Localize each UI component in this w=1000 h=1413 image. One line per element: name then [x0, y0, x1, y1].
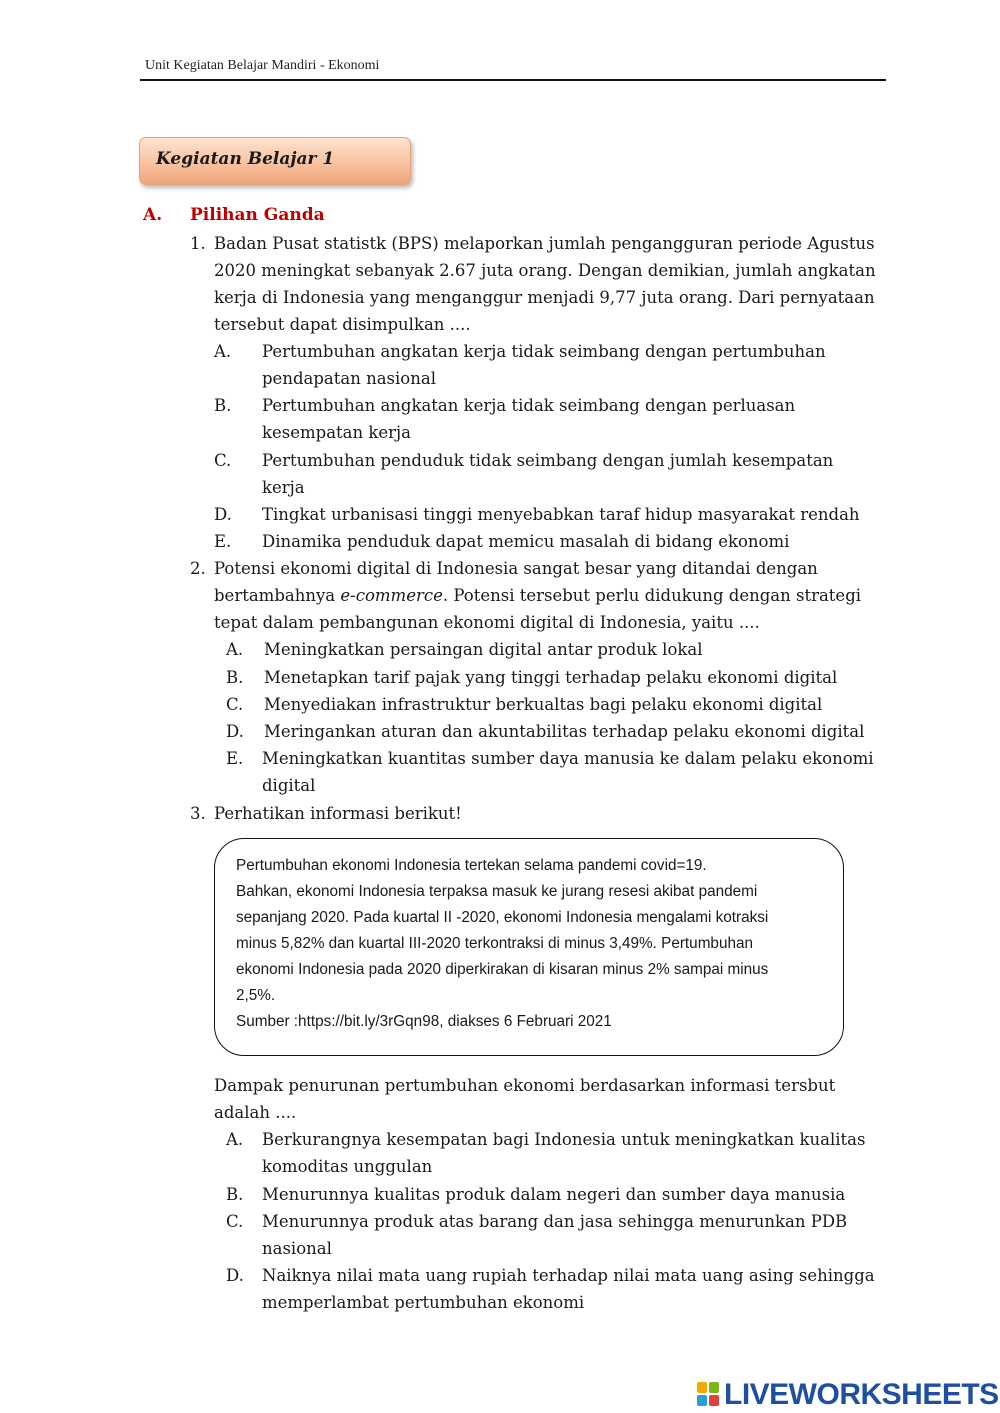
option-letter: A.: [226, 640, 244, 659]
option-letter: C.: [226, 695, 244, 714]
info-text-line: ekonomi Indonesia pada 2020 diperkirakan di kisaran minus 2% sampai minus: [236, 961, 769, 978]
info-text-line: Pertumbuhan ekonomi Indonesia tertekan selama pandemi covid=19.: [236, 857, 707, 874]
option-text: nasional: [262, 1239, 332, 1258]
option-text: Meningkatkan kuantitas sumber daya manusia ke dalam pelaku ekonomi: [262, 749, 874, 768]
option-text: Menetapkan tarif pajak yang tinggi terhadap pelaku ekonomi digital: [264, 668, 838, 687]
question-text-line: Badan Pusat statistk (BPS) melaporkan jumlah pengangguran periode Agustus: [214, 234, 875, 253]
question-text-emphasis: e-commerce: [340, 586, 443, 605]
option-letter: A.: [214, 342, 232, 361]
question-text-line: Dampak penurunan pertumbuhan ekonomi berdasarkan informasi tersbut: [214, 1076, 836, 1095]
option-letter: B.: [226, 668, 244, 687]
option-text: Naiknya nilai mata uang rupiah terhadap nilai mata uang asing sehingga: [262, 1266, 875, 1285]
question-number: 1.: [190, 234, 206, 253]
option-text: kerja: [262, 478, 305, 497]
option-letter: B.: [214, 396, 232, 415]
option-letter: D.: [226, 1266, 244, 1285]
option-letter: A.: [226, 1130, 244, 1149]
option-letter: D.: [226, 722, 244, 741]
option-text: pendapatan nasional: [262, 369, 436, 388]
option-text: Pertumbuhan penduduk tidak seimbang dengan jumlah kesempatan: [262, 451, 834, 470]
liveworksheets-logo-icon: [697, 1382, 721, 1408]
section-title-box: [139, 137, 411, 185]
part-title: Pilihan Ganda: [190, 205, 325, 225]
info-text-line: sepanjang 2020. Pada kuartal II -2020, ekonomi Indonesia mengalami kotraksi: [236, 909, 769, 926]
option-letter: D.: [214, 505, 232, 524]
liveworksheets-logo[interactable]: [697, 1378, 997, 1412]
part-letter: A.: [143, 205, 163, 225]
info-source: Sumber :https://bit.ly/3rGqn98, diakses 6 Februari 2021: [236, 1013, 612, 1030]
question-text-line: 2020 meningkat sebanyak 2.67 juta orang. Dengan demikian, jumlah angkatan: [214, 261, 876, 280]
option-text: Menurunnya kualitas produk dalam negeri dan sumber daya manusia: [262, 1185, 846, 1204]
option-text: Meringankan aturan dan akuntabilitas terhadap pelaku ekonomi digital: [264, 722, 865, 741]
question-text-part: bertambahnya: [214, 586, 341, 605]
logo-text: LIVEWORKSHEETS: [724, 1378, 999, 1411]
question-text-part: . Potensi tersebut perlu didukung dengan strategi: [442, 586, 862, 605]
info-text-line: minus 5,82% dan kuartal III-2020 terkontraksi di minus 3,49%. Pertumbuhan: [236, 935, 753, 952]
option-text: Pertumbuhan angkatan kerja tidak seimbang dengan pertumbuhan: [262, 342, 826, 361]
option-text: memperlambat pertumbuhan ekonomi: [262, 1293, 585, 1312]
question-text-line: Perhatikan informasi berikut!: [214, 804, 462, 823]
option-text: digital: [262, 776, 316, 795]
section-title: Kegiatan Belajar 1: [156, 149, 335, 169]
info-text-line: 2,5%.: [236, 987, 276, 1004]
option-text: Meningkatkan persaingan digital antar produk lokal: [264, 640, 703, 659]
option-text: Tingkat urbanisasi tinggi menyebabkan taraf hidup masyarakat rendah: [262, 505, 860, 524]
option-letter: C.: [226, 1212, 244, 1231]
question-text-line: kerja di Indonesia yang menganggur menjadi 9,77 juta orang. Dari pernyataan: [214, 288, 875, 307]
question-text-line: Potensi ekonomi digital di Indonesia sangat besar yang ditandai dengan: [214, 559, 818, 578]
option-letter: C.: [214, 451, 232, 470]
header-divider: [140, 79, 886, 81]
option-letter: B.: [226, 1185, 244, 1204]
option-text: kesempatan kerja: [262, 423, 411, 442]
question-text-line: [214, 582, 861, 609]
option-text: Dinamika penduduk dapat memicu masalah di bidang ekonomi: [262, 532, 790, 551]
option-text: Menyediakan infrastruktur berkualtas bagi pelaku ekonomi digital: [264, 695, 823, 714]
option-text: Menurunnya produk atas barang dan jasa sehingga menurunkan PDB: [262, 1212, 848, 1231]
question-text-line: tersebut dapat disimpulkan ....: [214, 315, 471, 334]
option-letter: E.: [214, 532, 232, 551]
question-number: 2.: [190, 559, 206, 578]
option-text: Pertumbuhan angkatan kerja tidak seimbang dengan perluasan: [262, 396, 796, 415]
option-text: komoditas unggulan: [262, 1157, 433, 1176]
option-text: Berkurangnya kesempatan bagi Indonesia untuk meningkatkan kualitas: [262, 1130, 866, 1149]
question-text-line: adalah ....: [214, 1103, 297, 1122]
page-header: Unit Kegiatan Belajar Mandiri - Ekonomi: [145, 58, 380, 73]
info-text-line: Bahkan, ekonomi Indonesia terpaksa masuk ke jurang resesi akibat pandemi: [236, 883, 758, 900]
option-letter: E.: [226, 749, 244, 768]
question-text-line: tepat dalam pembangunan ekonomi digital di Indonesia, yaitu ....: [214, 613, 760, 632]
question-number: 3.: [190, 804, 206, 823]
